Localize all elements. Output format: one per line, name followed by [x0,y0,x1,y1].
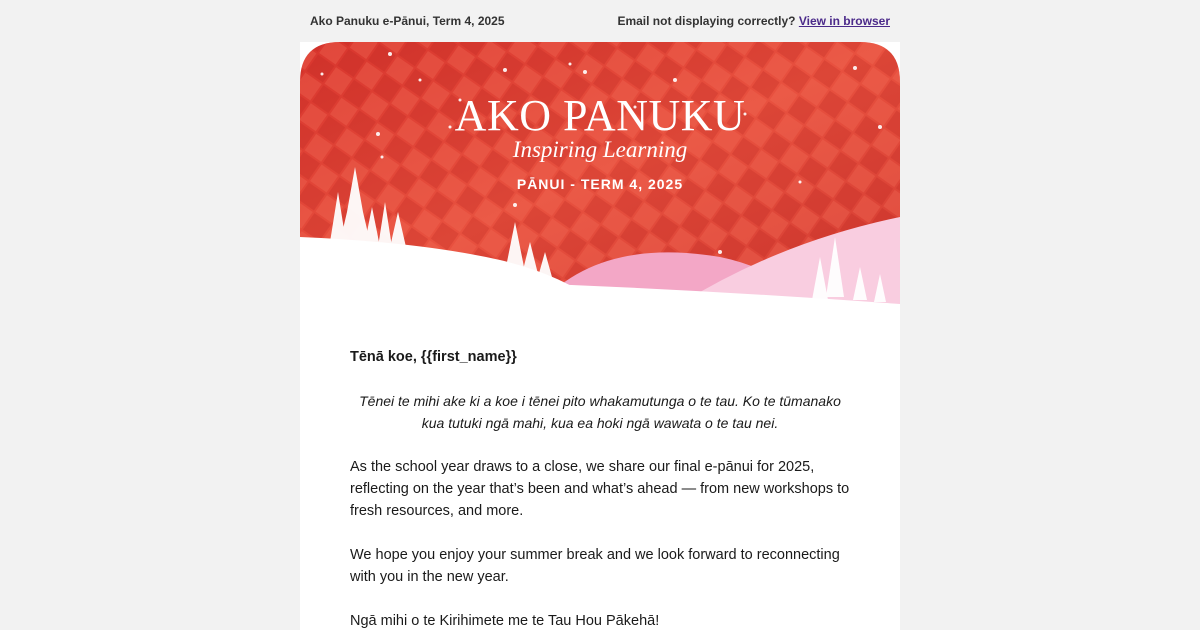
summer-paragraph: We hope you enjoy your summer break and we look forward to reconnecting with you in the new year. [350,547,840,585]
view-in-browser-link[interactable]: View in browser [798,14,890,28]
preheader-right [617,14,890,28]
mihi-text: Tēnei te mihi ake ki a koe i tēnei pito whakamutunga o te tau. Ko te tūmanako kua tutuki ngā mahi, kua ea hoki ngā wawata o te tau nei. [359,393,841,431]
preheader-bar [300,0,900,42]
hero-banner [300,42,900,304]
intro-paragraph: As the school year draws to a close, we share our final e-pānui for 2025, reflecting on the year that’s been and what’s ahead — from new workshops to fresh resources, and more. [350,459,850,519]
not-displaying-text: Email not displaying correctly? [617,14,796,28]
closing-greeting: Ngā mihi o te Kirihimete me te Tau Hou Pākehā! [350,613,660,629]
hero-issue: PĀNUI - TERM 4, 2025 [516,176,684,192]
greeting: Tēnā koe, {{first_name}} [350,349,517,365]
email-content [350,346,850,630]
preheader-title: Ako Panuku e-Pānui, Term 4, 2025 [310,14,505,28]
hero-tagline: Inspiring Learning [512,137,688,162]
hero-brand: AKO PANUKU [454,91,746,140]
email-body [300,0,900,630]
hero-background [300,42,900,304]
